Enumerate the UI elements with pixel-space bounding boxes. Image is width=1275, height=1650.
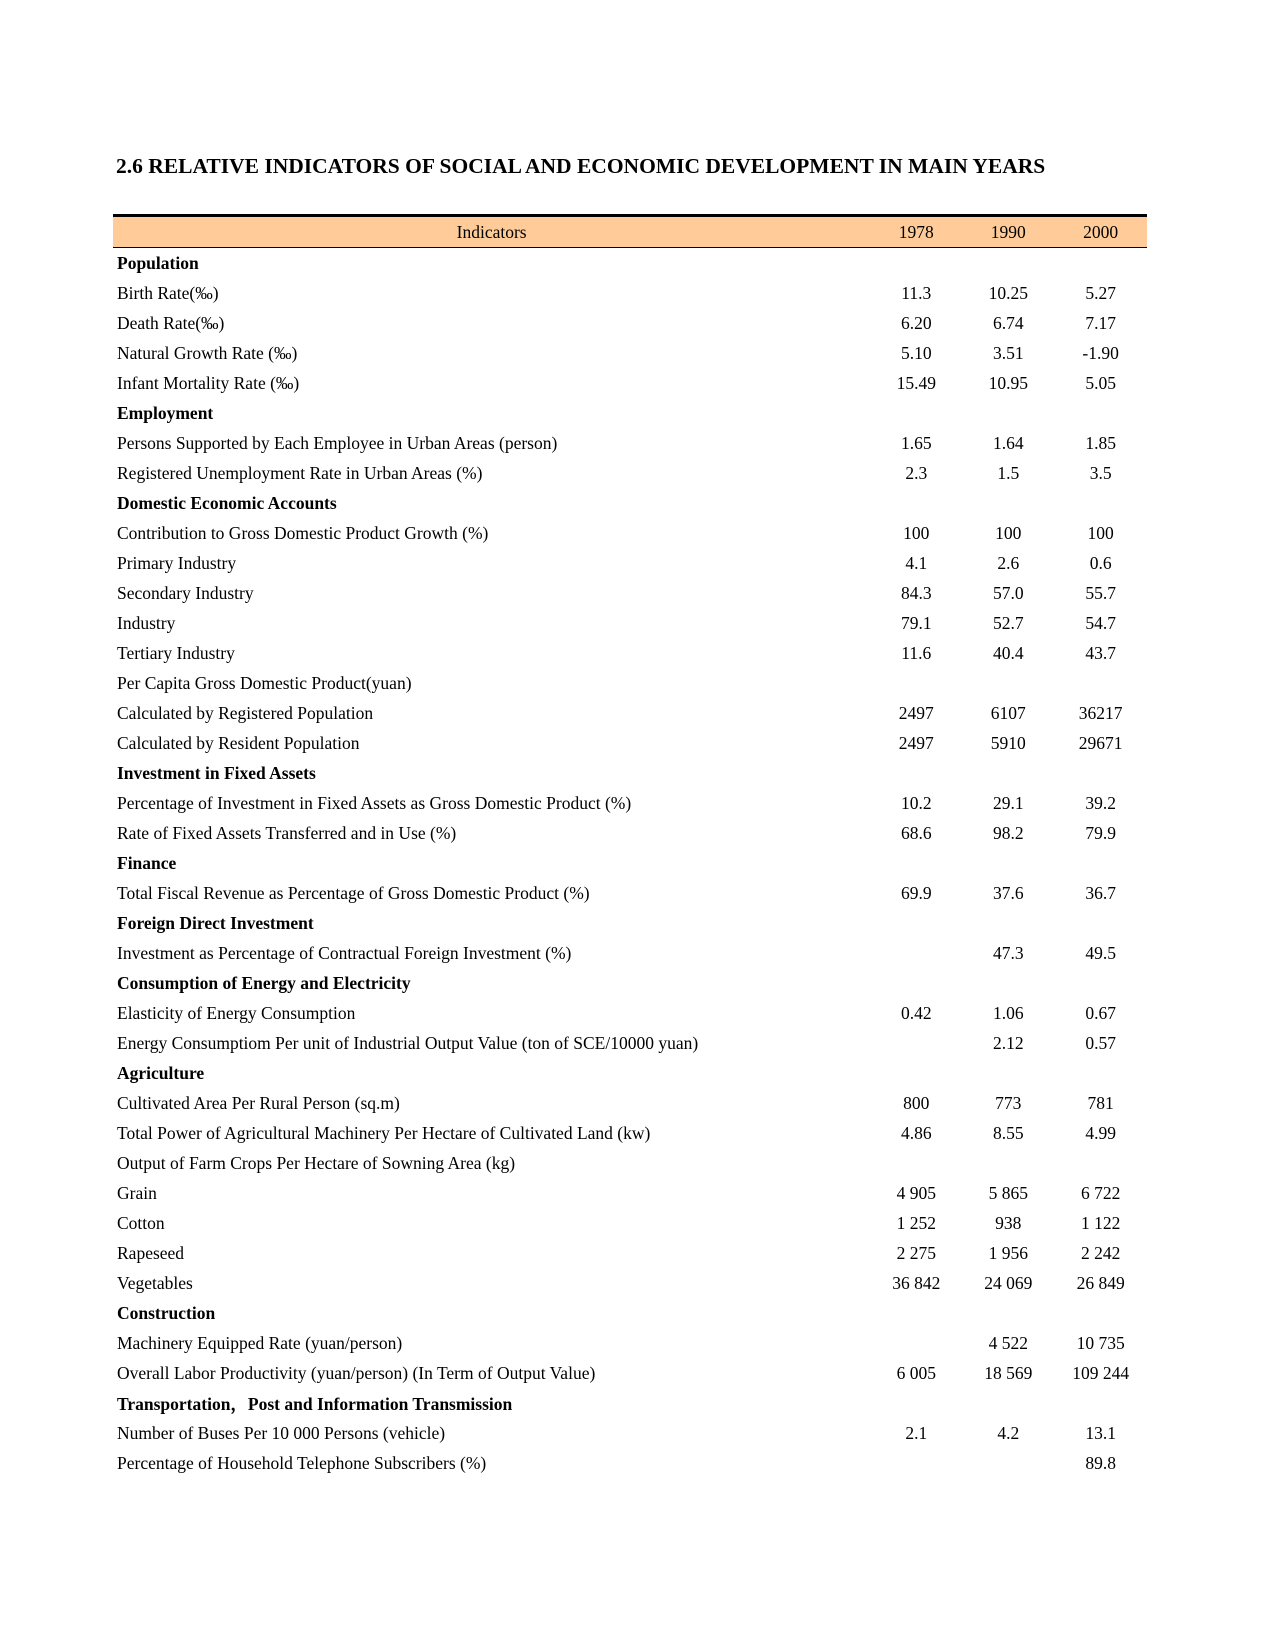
value-2000: 109 244 — [1072, 1362, 1130, 1383]
value-1978 — [870, 1328, 962, 1358]
value-1990: 773 — [995, 1092, 1022, 1113]
indicator-label: Industry — [117, 612, 176, 633]
value-2000: 7.17 — [1085, 312, 1116, 333]
indicator-label: Primary Industry — [117, 552, 237, 573]
value-1990: 18 569 — [984, 1362, 1033, 1383]
value-1990: 52.7 — [992, 612, 1024, 633]
indicator-label: Registered Unemployment Rate in Urban Areas (%) — [117, 462, 483, 483]
indicator-label: Total Power of Agricultural Machinery Per Hectare of Cultivated Land (kw) — [117, 1122, 651, 1143]
value-2000 — [1054, 908, 1147, 938]
value-1990 — [962, 758, 1054, 788]
indicator-label: Output of Farm Crops Per Hectare of Sowning Area (kg) — [117, 1152, 516, 1173]
table-header-row — [113, 216, 1147, 248]
indicator-label: Machinery Equipped Rate (yuan/person) — [117, 1332, 403, 1353]
value-1978: 0.42 — [900, 1002, 932, 1023]
value-1978 — [870, 1448, 962, 1478]
table-row — [113, 1238, 1147, 1268]
indicator-label: Per Capita Gross Domestic Product(yuan) — [117, 672, 412, 693]
indicator-label: Cultivated Area Per Rural Person (sq.m) — [117, 1092, 400, 1113]
value-1978: 1 252 — [896, 1212, 936, 1233]
table-row — [113, 728, 1147, 758]
value-1978 — [870, 1148, 962, 1178]
value-1978: 36 842 — [892, 1272, 941, 1293]
value-2000 — [1054, 248, 1147, 279]
value-1990: 5910 — [990, 732, 1026, 753]
value-1978: 6.20 — [900, 312, 932, 333]
value-1978 — [870, 1388, 962, 1418]
indicator-label: Natural Growth Rate (‰) — [117, 342, 298, 363]
value-2000: 3.5 — [1089, 462, 1112, 483]
value-1978: 2497 — [898, 732, 934, 753]
value-1990: 24 069 — [984, 1272, 1033, 1293]
value-1978: 15.49 — [896, 372, 936, 393]
value-1978: 4.86 — [900, 1122, 932, 1143]
section-heading: Agriculture — [117, 1062, 205, 1083]
value-2000: 79.9 — [1085, 822, 1116, 843]
indicator-label: Birth Rate(‰) — [117, 282, 219, 303]
indicator-label: Percentage of Investment in Fixed Assets as Gross Domestic Product (%) — [117, 792, 632, 813]
table-row — [113, 308, 1147, 338]
value-2000: 0.67 — [1085, 1002, 1116, 1023]
value-1990: 100 — [995, 522, 1022, 543]
table-row — [113, 458, 1147, 488]
table-row — [113, 278, 1147, 308]
value-1978 — [870, 398, 962, 428]
section-heading: Finance — [117, 852, 177, 873]
value-1978: 2.1 — [905, 1422, 928, 1443]
section-row — [113, 1298, 1147, 1328]
section-heading: Domestic Economic Accounts — [117, 492, 337, 513]
value-1990 — [962, 1388, 1054, 1418]
section-row — [113, 1058, 1147, 1088]
section-heading: Investment in Fixed Assets — [117, 762, 316, 783]
section-heading: Foreign Direct Investment — [117, 912, 314, 933]
value-1978: 5.10 — [900, 342, 932, 363]
value-2000 — [1054, 668, 1147, 698]
value-2000: 26 849 — [1076, 1272, 1125, 1293]
value-2000 — [1054, 1388, 1147, 1418]
section-heading: Consumption of Energy and Electricity — [117, 972, 411, 993]
section-row — [113, 908, 1147, 938]
value-1990 — [962, 968, 1054, 998]
value-1978: 4 905 — [896, 1182, 936, 1203]
value-1990 — [962, 398, 1054, 428]
value-1978 — [870, 1058, 962, 1088]
value-2000 — [1054, 1148, 1147, 1178]
table-row — [113, 1268, 1147, 1298]
value-2000 — [1054, 1058, 1147, 1088]
table-row — [113, 638, 1147, 668]
value-1978: 79.1 — [900, 612, 932, 633]
value-2000: 89.8 — [1085, 1452, 1116, 1473]
value-1990: 57.0 — [992, 582, 1024, 603]
table-row — [113, 1088, 1147, 1118]
value-1978 — [870, 668, 962, 698]
value-1978 — [870, 908, 962, 938]
header-year-1990: 1990 — [962, 216, 1054, 248]
indicator-label: Percentage of Household Telephone Subscribers (%) — [117, 1452, 487, 1473]
value-1978 — [870, 1028, 962, 1058]
value-1990 — [962, 488, 1054, 518]
table-row — [113, 518, 1147, 548]
indicator-label: Calculated by Resident Population — [117, 732, 360, 753]
table-row — [113, 368, 1147, 398]
value-1978: 68.6 — [900, 822, 932, 843]
value-1990: 6.74 — [992, 312, 1024, 333]
value-2000: 1.85 — [1085, 432, 1116, 453]
header-year-1978: 1978 — [870, 216, 962, 248]
indicator-label: Vegetables — [117, 1272, 193, 1293]
section-row — [113, 758, 1147, 788]
value-1978: 69.9 — [900, 882, 932, 903]
indicator-label: Cotton — [117, 1212, 165, 1233]
value-1990: 1 956 — [988, 1242, 1028, 1263]
value-1990 — [962, 1298, 1054, 1328]
indicator-label: Total Fiscal Revenue as Percentage of Gross Domestic Product (%) — [117, 882, 590, 903]
indicator-label: Secondary Industry — [117, 582, 254, 603]
value-1990: 4 522 — [988, 1332, 1028, 1353]
value-1990: 47.3 — [992, 942, 1024, 963]
value-1990: 98.2 — [992, 822, 1024, 843]
value-2000: 0.57 — [1085, 1032, 1116, 1053]
value-1990: 29.1 — [992, 792, 1024, 813]
value-1978 — [870, 488, 962, 518]
value-1978: 2.3 — [905, 462, 928, 483]
indicator-label: Energy Consumptiom Per unit of Industrial Output Value (ton of SCE/10000 yuan) — [117, 1032, 699, 1053]
value-1990: 8.55 — [992, 1122, 1024, 1143]
value-2000: 39.2 — [1085, 792, 1116, 813]
indicator-label: Elasticity of Energy Consumption — [117, 1002, 356, 1023]
value-1978 — [870, 758, 962, 788]
value-1990: 5 865 — [988, 1182, 1028, 1203]
value-1990: 6107 — [990, 702, 1026, 723]
table-row — [113, 1418, 1147, 1448]
table-row — [113, 428, 1147, 458]
value-1990: 10.25 — [988, 282, 1028, 303]
value-2000: 5.27 — [1085, 282, 1116, 303]
value-1978: 6 005 — [896, 1362, 936, 1383]
value-2000: 100 — [1087, 522, 1114, 543]
indicator-label: Overall Labor Productivity (yuan/person) (In Term of Output Value) — [117, 1362, 596, 1383]
value-2000: 1 122 — [1080, 1212, 1121, 1233]
section-heading: Population — [117, 252, 199, 273]
value-1990: 40.4 — [992, 642, 1024, 663]
table-row — [113, 338, 1147, 368]
value-2000: 49.5 — [1085, 942, 1116, 963]
value-1990: 2.6 — [997, 552, 1020, 573]
header-indicators: Indicators — [113, 216, 870, 248]
value-1978: 2 275 — [896, 1242, 936, 1263]
value-2000: 29671 — [1078, 732, 1123, 753]
value-1978: 84.3 — [900, 582, 932, 603]
indicator-label: Death Rate(‰) — [117, 312, 225, 333]
table-row — [113, 878, 1147, 908]
value-1990 — [962, 848, 1054, 878]
value-2000: 781 — [1087, 1092, 1114, 1113]
value-1978: 4.1 — [905, 552, 928, 573]
value-1990: 938 — [995, 1212, 1022, 1233]
value-1978 — [870, 1298, 962, 1328]
value-1978: 1.65 — [900, 432, 932, 453]
value-1978: 11.3 — [901, 282, 932, 303]
table-row — [113, 1328, 1147, 1358]
table-row — [113, 1148, 1147, 1178]
value-2000 — [1054, 1298, 1147, 1328]
value-1978 — [870, 968, 962, 998]
value-1990: 4.2 — [997, 1422, 1020, 1443]
value-2000: 13.1 — [1085, 1422, 1116, 1443]
table-row — [113, 1028, 1147, 1058]
indicator-label: Infant Mortality Rate (‰) — [117, 372, 300, 393]
value-2000: 55.7 — [1085, 582, 1116, 603]
value-1990 — [962, 1448, 1054, 1478]
value-2000: 36217 — [1078, 702, 1123, 723]
table-body — [113, 248, 1147, 1479]
section-row — [113, 398, 1147, 428]
table-row — [113, 608, 1147, 638]
section-heading: Employment — [117, 402, 214, 423]
value-2000 — [1054, 968, 1147, 998]
value-1978 — [870, 248, 962, 279]
header-year-2000: 2000 — [1054, 216, 1147, 248]
value-1990 — [962, 908, 1054, 938]
value-1978 — [870, 938, 962, 968]
table-row — [113, 668, 1147, 698]
value-2000 — [1054, 848, 1147, 878]
section-row — [113, 1388, 1147, 1418]
table-row — [113, 1208, 1147, 1238]
value-1990 — [962, 248, 1054, 279]
table-row — [113, 1448, 1147, 1478]
table-row — [113, 698, 1147, 728]
value-1990 — [962, 668, 1054, 698]
table-row — [113, 578, 1147, 608]
value-1990: 1.64 — [992, 432, 1024, 453]
table-row — [113, 1358, 1147, 1388]
value-2000: 2 242 — [1080, 1242, 1121, 1263]
value-1978: 800 — [903, 1092, 930, 1113]
value-1990: 1.5 — [997, 462, 1020, 483]
indicator-label: Investment as Percentage of Contractual Foreign Investment (%) — [117, 942, 572, 963]
value-1990: 1.06 — [992, 1002, 1024, 1023]
table-row — [113, 998, 1147, 1028]
indicator-label: Rapeseed — [117, 1242, 185, 1263]
section-heading: Construction — [117, 1302, 216, 1323]
value-1978: 10.2 — [900, 792, 932, 813]
value-1990: 2.12 — [992, 1032, 1024, 1053]
value-1978 — [870, 848, 962, 878]
value-1990 — [962, 1148, 1054, 1178]
value-2000: 0.6 — [1089, 552, 1112, 573]
section-row — [113, 848, 1147, 878]
table-row — [113, 938, 1147, 968]
table-row — [113, 788, 1147, 818]
indicator-label: Number of Buses Per 10 000 Persons (vehicle) — [117, 1422, 446, 1443]
table-row — [113, 548, 1147, 578]
value-2000: 43.7 — [1085, 642, 1116, 663]
value-1990: 37.6 — [992, 882, 1024, 903]
value-2000 — [1054, 398, 1147, 428]
section-row — [113, 968, 1147, 998]
value-2000 — [1054, 488, 1147, 518]
value-2000: 4.99 — [1085, 1122, 1116, 1143]
table-row — [113, 1178, 1147, 1208]
value-1990 — [962, 1058, 1054, 1088]
section-row — [113, 248, 1147, 279]
value-1978: 2497 — [898, 702, 934, 723]
table-row — [113, 1118, 1147, 1148]
value-1978: 11.6 — [901, 642, 932, 663]
value-2000: 54.7 — [1085, 612, 1116, 633]
indicator-label: Tertiary Industry — [117, 642, 235, 663]
value-1990: 10.95 — [988, 372, 1028, 393]
value-2000: -1.90 — [1082, 342, 1119, 363]
indicator-label: Rate of Fixed Assets Transferred and in Use (%) — [117, 822, 457, 843]
value-1990: 3.51 — [992, 342, 1024, 363]
section-row — [113, 488, 1147, 518]
value-2000: 10 735 — [1076, 1332, 1125, 1353]
indicators-table — [113, 214, 1147, 1478]
indicator-label: Grain — [117, 1182, 157, 1203]
value-1978: 100 — [903, 522, 930, 543]
indicator-label: Contribution to Gross Domestic Product Growth (%) — [117, 522, 489, 543]
section-heading: Transportation，Post and Information Transmission — [117, 1393, 513, 1414]
indicator-label: Persons Supported by Each Employee in Urban Areas (person) — [117, 432, 558, 453]
value-2000: 6 722 — [1080, 1182, 1121, 1203]
page-title: 2.6 RELATIVE INDICATORS OF SOCIAL AND ECONOMIC DEVELOPMENT IN MAIN YEARS — [116, 154, 1046, 178]
value-2000: 36.7 — [1085, 882, 1116, 903]
value-2000: 5.05 — [1085, 372, 1116, 393]
value-2000 — [1054, 758, 1147, 788]
indicator-label: Calculated by Registered Population — [117, 702, 374, 723]
table-row — [113, 818, 1147, 848]
